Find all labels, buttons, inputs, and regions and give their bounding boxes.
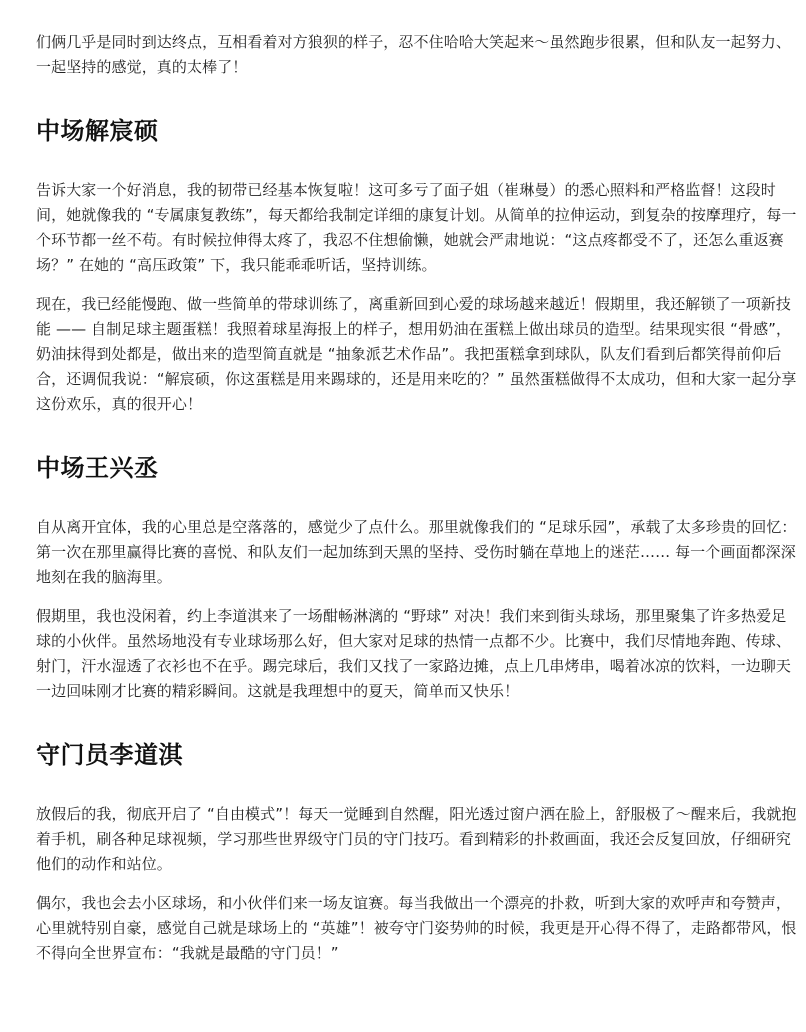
section-title: 中场解宸硕	[36, 117, 159, 145]
section-paragraph: 放假后的我，彻底开启了 “自由模式”！每天一觉睡到自然醒，阳光透过窗户洒在脸上，舒服极了～醒来后，我就抱着手机，刷各种足球视频，学习那些世界级守门员的守门技巧。看到精彩的扑救画面，我还会反复回放，仔细研究他们的动作和站位。	[36, 805, 797, 873]
section-paragraph: 现在，我已经能慢跑、做一些简单的带球训练了，离重新回到心爱的球场越来越近！假期里，我还解锁了一项新技能 —— 自制足球主题蛋糕！我照着球星海报上的样子，想用奶油在蛋糕上做出球员的造型。结果现实很 “骨感”，奶油抹得到处都是，做出来的造型简直就是 “抽象派艺术作品”。我把蛋糕拿到球队，队友们看到后都笑得前仰后合，还调侃我说：“解宸硕，你这蛋糕是用来踢球的，还是用来吃的？” 虽然蛋糕做得不太成功，但和大家一起分享这份欢乐，真的很开心！	[36, 295, 797, 413]
section-paragraph: 自从离开宜体，我的心里总是空落落的，感觉少了点什么。那里就像我们的 “足球乐园”，承载了太多珍贵的回忆：第一次在那里赢得比赛的喜悦、和队友们一起加练到天黑的坚持、受伤时躺在草地上的迷茫…… 每一个画面都深深地刻在我的脑海里。	[36, 518, 797, 586]
section-li-daoqi	[36, 738, 798, 966]
section-paragraph: 告诉大家一个好消息，我的韧带已经基本恢复啦！这可多亏了面子姐（崔琳曼）的悉心照料和严格监督！这段时间，她就像我的 “专属康复教练”，每天都给我制定详细的康复计划。从简单的拉伸运动，到复杂的按摩理疗，每一个环节都一丝不苟。有时候拉伸得太疼了，我忍不住想偷懒，她就会严肃地说：“这点疼都受不了，还怎么重返赛场？” 在她的 “高压政策” 下，我只能乖乖听话，坚持训练。	[36, 181, 797, 274]
section-title: 中场王兴丞	[36, 454, 159, 482]
section-title: 守门员李道淇	[36, 741, 183, 769]
section-paragraph: 假期里，我也没闲着，约上李道淇来了一场酣畅淋漓的 “野球” 对决！我们来到街头球场，那里聚集了许多热爱足球的小伙伴。虽然场地没有专业球场那么好，但大家对足球的热情一点都不少。比赛中，我们尽情地奔跑、传球、射门，汗水湿透了衣衫也不在乎。踢完球后，我们又找了一家路边摊，点上几串烤串，喝着冰凉的饮料，一边聊天一边回味刚才比赛的精彩瞬间。这就是我理想中的夏天，简单而又快乐！	[36, 607, 792, 700]
section-xie-chenshuo	[36, 114, 798, 417]
section-wang-xingcheng	[36, 451, 798, 704]
intro-paragraph: 们俩几乎是同时到达终点，互相看着对方狼狈的样子，忍不住哈哈大笑起来～虽然跑步很累，但和队友一起努力、一起坚持的感觉，真的太棒了！	[36, 33, 792, 76]
section-paragraph: 偶尔，我也会去小区球场，和小伙伴们来一场友谊赛。每当我做出一个漂亮的扑救，听到大家的欢呼声和夸赞声，心里就特别自豪，感觉自己就是球场上的 “英雄”！被夸守门姿势帅的时候，我更是开心得不得了，走路都带风，恨不得向全世界宣布：“我就是最酷的守门员！”	[36, 894, 797, 962]
